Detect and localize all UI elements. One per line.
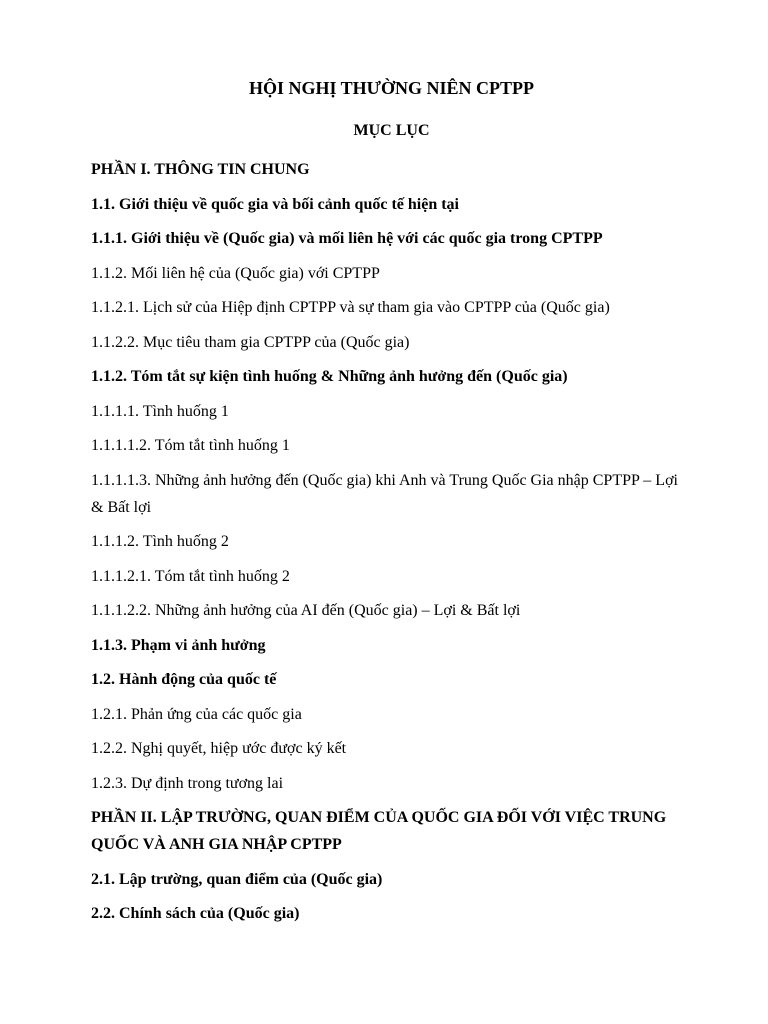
toc-entry: PHẦN I. THÔNG TIN CHUNG [91,161,310,178]
toc-entry: 1.1.2.2. Mục tiêu tham gia CPTPP của (Quốc gia) [91,333,410,351]
toc-entry: 2.2. Chính sách của (Quốc gia) [91,905,300,922]
table-of-contents [91,156,692,927]
toc-entry: 1.1.2. Mối liên hệ của (Quốc gia) với CPTPP [91,264,380,282]
toc-entry: 1.1. Giới thiệu về quốc gia và bối cảnh quốc tế hiện tại [91,195,459,213]
toc-entry: 1.2.2. Nghị quyết, hiệp ước được ký kết [91,740,347,757]
toc-entry: 1.1.1.2. Tình huống 2 [91,533,229,550]
toc-entry: 1.1.3. Phạm vi ảnh hưởng [91,636,266,654]
toc-entry: 1.1.1.2.2. Những ảnh hưởng của AI đến (Quốc gia) – Lợi & Bất lợi [91,602,521,619]
document-title: HỘI NGHỊ THƯỜNG NIÊN CPTPP [248,78,535,98]
toc-entry: 1.1.1.2.1. Tóm tắt tình huống 2 [91,567,290,585]
toc-entry: 1.2.3. Dự định trong tương lai [91,774,284,792]
toc-entry: PHẦN II. LẬP TRƯỜNG, QUAN ĐIỂM CỦA QUỐC GIA ĐỐI VỚI VIỆC TRUNG QUỐC VÀ ANH GIA NHẬP CPTPP [91,809,667,853]
toc-entry: 1.1.2.1. Lịch sử của Hiệp định CPTPP và sự tham gia vào CPTPP của (Quốc gia) [91,299,610,316]
toc-entry: 1.1.1.1.3. Những ảnh hưởng đến (Quốc gia) khi Anh và Trung Quốc Gia nhập CPTPP – Lợi & Bất lợi [91,471,678,516]
toc-entry: 2.1. Lập trường, quan điểm của (Quốc gia) [91,870,383,888]
toc-entry: 1.2.1. Phản ứng của các quốc gia [91,705,302,723]
toc-entry: 1.1.2. Tóm tắt sự kiện tình huống & Những ảnh hưởng đến (Quốc gia) [91,368,568,385]
toc-entry: 1.1.1. Giới thiệu về (Quốc gia) và mối liên hệ với các quốc gia trong CPTPP [91,230,603,247]
toc-entry: 1.1.1.1. Tình huống 1 [91,402,229,420]
toc-entry: 1.2. Hành động của quốc tế [91,671,277,688]
toc-entry: 1.1.1.1.2. Tóm tắt tình huống 1 [91,437,290,454]
table-of-contents-heading: MỤC LỤC [353,122,430,139]
